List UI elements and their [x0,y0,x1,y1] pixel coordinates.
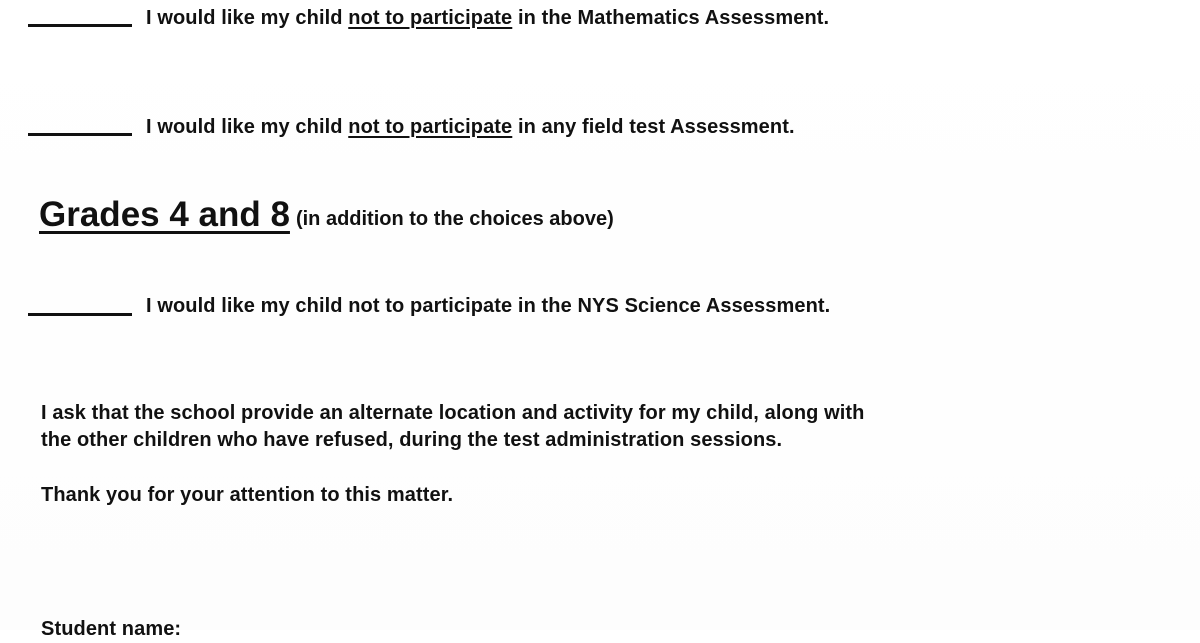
checkbox-blank-mathematics[interactable] [28,24,132,27]
student-name-label: Student name: [41,618,182,640]
choice-science [146,294,830,318]
section-note: (in addition to the choices above) [295,208,614,230]
choice-prefix: I would like my child [146,116,349,138]
request-paragraph [41,400,865,454]
choice-text: I would like my child not to participate in the NYS Science Assessment. [146,295,831,317]
request-line-1: I ask that the school provide an alternate location and activity for my child, along with [41,402,865,424]
choice-emphasis: not to participate [348,7,513,29]
choice-suffix: in any field test Assessment. [512,116,795,138]
choice-prefix: I would like my child [146,7,349,29]
choice-field-test [146,115,795,139]
checkbox-blank-science[interactable] [28,313,132,316]
checkbox-blank-field-test[interactable] [28,133,132,136]
choice-mathematics [146,6,829,30]
section-title: Grades 4 and 8 [39,195,290,234]
section-heading-grades [39,193,614,241]
thanks-line: Thank you for your attention to this matter. [41,484,454,506]
request-line-2: the other children who have refused, during the test administration sessions. [41,429,783,451]
choice-emphasis: not to participate [348,116,513,138]
choice-suffix: in the Mathematics Assessment. [512,7,830,29]
